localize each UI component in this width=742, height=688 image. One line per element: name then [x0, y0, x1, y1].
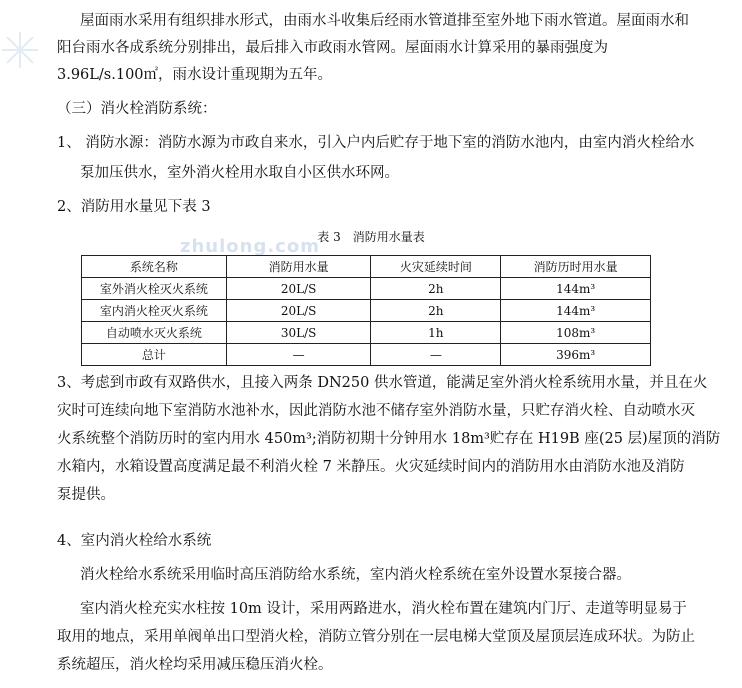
table-cell: — [371, 344, 501, 366]
paragraph-line: 3、考虑到市政有双路供水，且接入两条 DN250 供水管道，能满足室外消火栓系统用水量，并且在火 [57, 375, 708, 391]
paragraph-line: 泵提供。 [57, 487, 115, 503]
paragraph-line: 消火栓给水系统采用临时高压消防给水系统，室内消火栓系统在室外设置水泵接合器。 [80, 567, 631, 583]
paragraph-line: 屋面雨水采用有组织排水形式，由雨水斗收集后经雨水管道排至室外地下雨水管道。屋面雨水和 [80, 13, 689, 29]
table-cell: 总计 [82, 344, 227, 366]
table-cell: 108m³ [501, 322, 651, 344]
table-cell: 1h [371, 322, 501, 344]
table-cell: 20L/S [226, 300, 371, 322]
table-cell: 30L/S [226, 322, 371, 344]
paragraph-line: 灾时可连续向地下室消防水池补水，因此消防水池不储存室外消防水量，只贮存消火栓、自动喷水灭 [57, 403, 695, 419]
table-cell: 396m³ [501, 344, 651, 366]
table-row [82, 278, 651, 300]
table-cell: 144m³ [501, 278, 651, 300]
water-usage-table [81, 255, 651, 366]
table-cell: 自动喷水灭火系统 [82, 322, 227, 344]
table-header-cell: 消防用水量 [226, 256, 371, 278]
watermark-text: zhulong.com [180, 236, 320, 257]
table-row [82, 344, 651, 366]
paragraph-line: 阳台雨水各成系统分别排出，最后排入市政雨水管网。屋面雨水计算采用的暴雨强度为 [57, 40, 608, 56]
paragraph-line: 1、 消防水源：消防水源为市政自来水，引入户内后贮存于地下室的消防水池内，由室内消火栓给水 [57, 135, 695, 151]
table-cell: 室内消火栓灭火系统 [82, 300, 227, 322]
paragraph-line: 2、消防用水量见下表 3 [57, 199, 211, 215]
table-header-row [82, 256, 651, 278]
table-header-cell: 火灾延续时间 [371, 256, 501, 278]
paragraph-line: 水箱内，水箱设置高度满足最不利消火栓 7 米静压。火灾延续时间内的消防用水由消防水池及消防 [57, 459, 685, 475]
table-caption: 表 3 消防用水量表 [317, 230, 425, 244]
table-cell: 20L/S [226, 278, 371, 300]
table-cell: 室外消火栓灭火系统 [82, 278, 227, 300]
paragraph-line: 火系统整个消防历时的室内用水 450m³;消防初期十分钟用水 18m³贮存在 H19B 座(25 层)屋顶的消防 [57, 431, 721, 447]
table-row [82, 300, 651, 322]
section-heading: 4、室内消火栓给水系统 [57, 533, 212, 549]
table-cell: 2h [371, 278, 501, 300]
paragraph-line: 取用的地点，采用单阀单出口型消火栓，消防立管分别在一层电梯大堂顶及屋顶层连成环状。为防止 [57, 629, 695, 645]
table-header-cell: 系统名称 [82, 256, 227, 278]
table-cell: — [226, 344, 371, 366]
table-cell: 144m³ [501, 300, 651, 322]
snowflake-watermark-icon [0, 30, 40, 70]
paragraph-line: 泵加压供水，室外消火栓用水取自小区供水环网。 [80, 165, 399, 181]
table-cell: 2h [371, 300, 501, 322]
table-header-cell: 消防历时用水量 [501, 256, 651, 278]
paragraph-line: 系统超压，消火栓均采用减压稳压消火栓。 [57, 657, 333, 673]
paragraph-line: 3.96L/s.100㎡，雨水设计重现期为五年。 [57, 67, 333, 83]
section-heading: （三）消火栓消防系统： [57, 101, 217, 117]
paragraph-line: 室内消火栓充实水柱按 10m 设计，采用两路进水，消火栓布置在建筑内门厅、走道等明显易于 [80, 601, 687, 617]
table-row [82, 322, 651, 344]
